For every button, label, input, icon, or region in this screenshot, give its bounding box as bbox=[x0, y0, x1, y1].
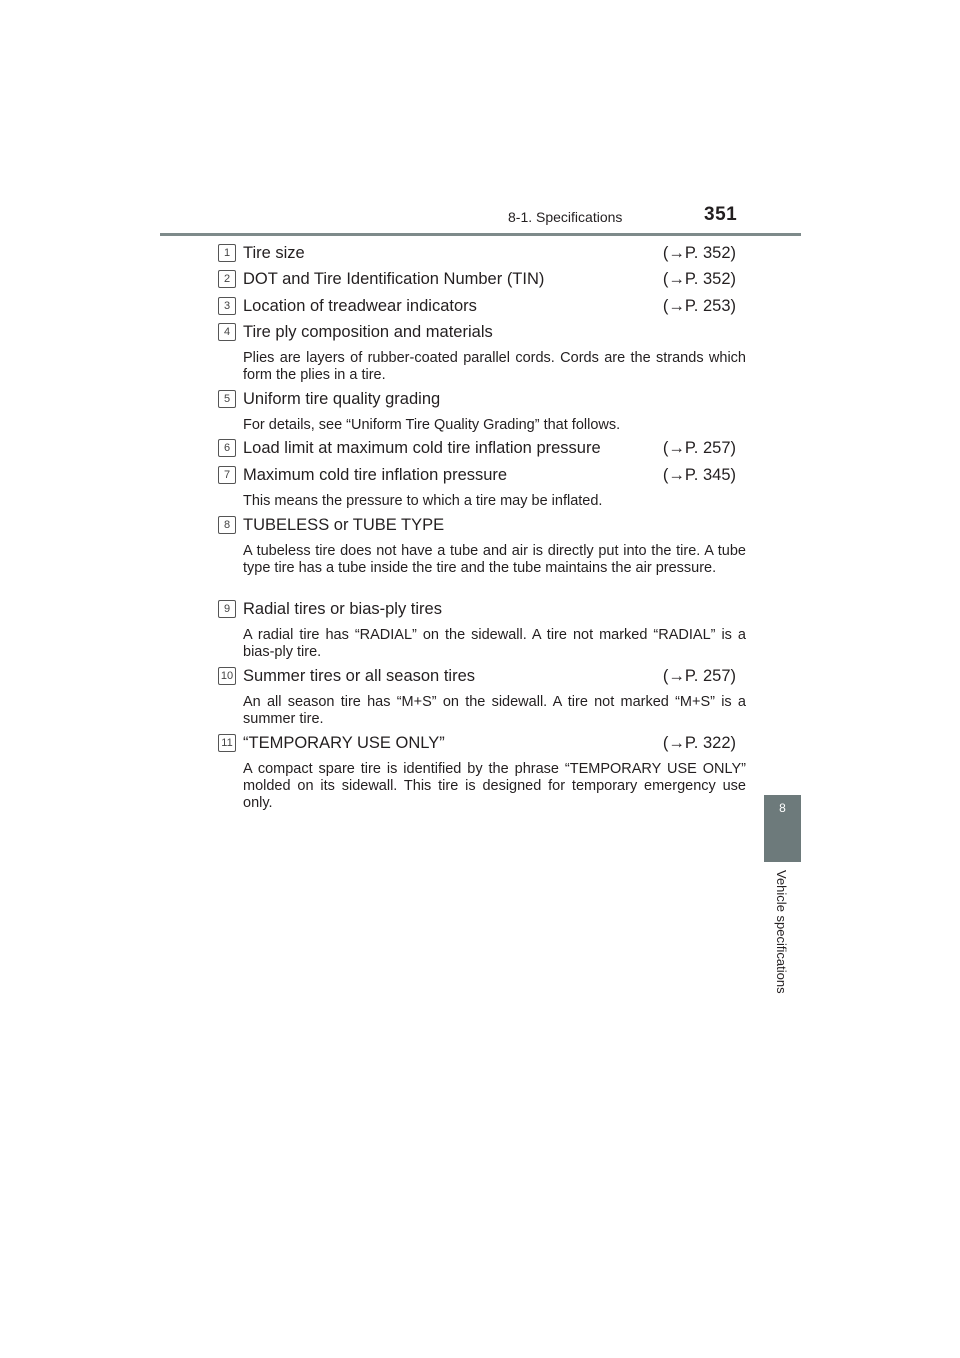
item-page-ref: (→P. 253) bbox=[662, 297, 736, 315]
item-description: A compact spare tire is identified by the phrase “TEMPORARY USE ONLY” molded on its sidewall. This tire is designed for temporary emergency use only. bbox=[243, 761, 746, 811]
item-description: This means the pressure to which a tire may be inflated. bbox=[243, 493, 603, 509]
page-number: 351 bbox=[704, 204, 738, 225]
chapter-tab-number: 8 bbox=[779, 801, 786, 815]
item-number-badge: 2 bbox=[218, 270, 236, 288]
item-title: Maximum cold tire inflation pressure bbox=[243, 466, 508, 484]
item-number-badge: 7 bbox=[218, 466, 236, 484]
item-title: Summer tires or all season tires bbox=[243, 667, 475, 685]
item-title: TUBELESS or TUBE TYPE bbox=[243, 516, 445, 534]
item-page-ref: (→P. 257) bbox=[662, 439, 736, 457]
item-page-ref: (→P. 322) bbox=[662, 734, 736, 752]
item-number-badge: 9 bbox=[218, 600, 236, 618]
item-page-ref: (→P. 345) bbox=[662, 466, 736, 484]
item-number-badge: 1 bbox=[218, 244, 236, 262]
header-section-title: 8-1. Specifications bbox=[508, 209, 623, 225]
chapter-tab-title: Vehicle specifications bbox=[774, 870, 789, 994]
header-rule bbox=[160, 233, 801, 236]
item-number-badge: 4 bbox=[218, 323, 236, 341]
item-description: Plies are layers of rubber-coated parallel cords. Cords are the strands which form the plies in a tire. bbox=[243, 350, 746, 383]
item-title: “TEMPORARY USE ONLY” bbox=[243, 734, 445, 752]
item-title: Radial tires or bias-ply tires bbox=[243, 600, 442, 618]
item-description: A tubeless tire does not have a tube and air is directly put into the tire. A tube type tire has a tube inside the tire and the tube maintains the air pressure. bbox=[243, 543, 746, 576]
item-page-ref: (→P. 352) bbox=[662, 270, 736, 288]
item-number-badge: 3 bbox=[218, 297, 236, 315]
chapter-tab bbox=[764, 795, 801, 862]
item-page-ref: (→P. 352) bbox=[662, 244, 736, 262]
item-description: A radial tire has “RADIAL” on the sidewall. A tire not marked “RADIAL” is a bias-ply tire. bbox=[243, 627, 746, 660]
item-page-ref: (→P. 257) bbox=[662, 667, 736, 685]
item-number-badge: 11 bbox=[218, 734, 236, 752]
item-description: An all season tire has “M+S” on the sidewall. A tire not marked “M+S” is a summer tire. bbox=[243, 694, 746, 727]
item-title: Tire ply composition and materials bbox=[243, 323, 493, 341]
item-title: Location of treadwear indicators bbox=[243, 297, 477, 315]
item-description: For details, see “Uniform Tire Quality Grading” that follows. bbox=[243, 417, 621, 433]
item-number-badge: 5 bbox=[218, 390, 236, 408]
item-title: Tire size bbox=[243, 244, 305, 262]
item-title: DOT and Tire Identification Number (TIN) bbox=[243, 270, 545, 288]
item-number-badge: 6 bbox=[218, 439, 236, 457]
item-number-badge: 8 bbox=[218, 516, 236, 534]
item-title: Uniform tire quality grading bbox=[243, 390, 441, 408]
item-title: Load limit at maximum cold tire inflation pressure bbox=[243, 439, 601, 457]
item-number-badge: 10 bbox=[218, 667, 236, 685]
